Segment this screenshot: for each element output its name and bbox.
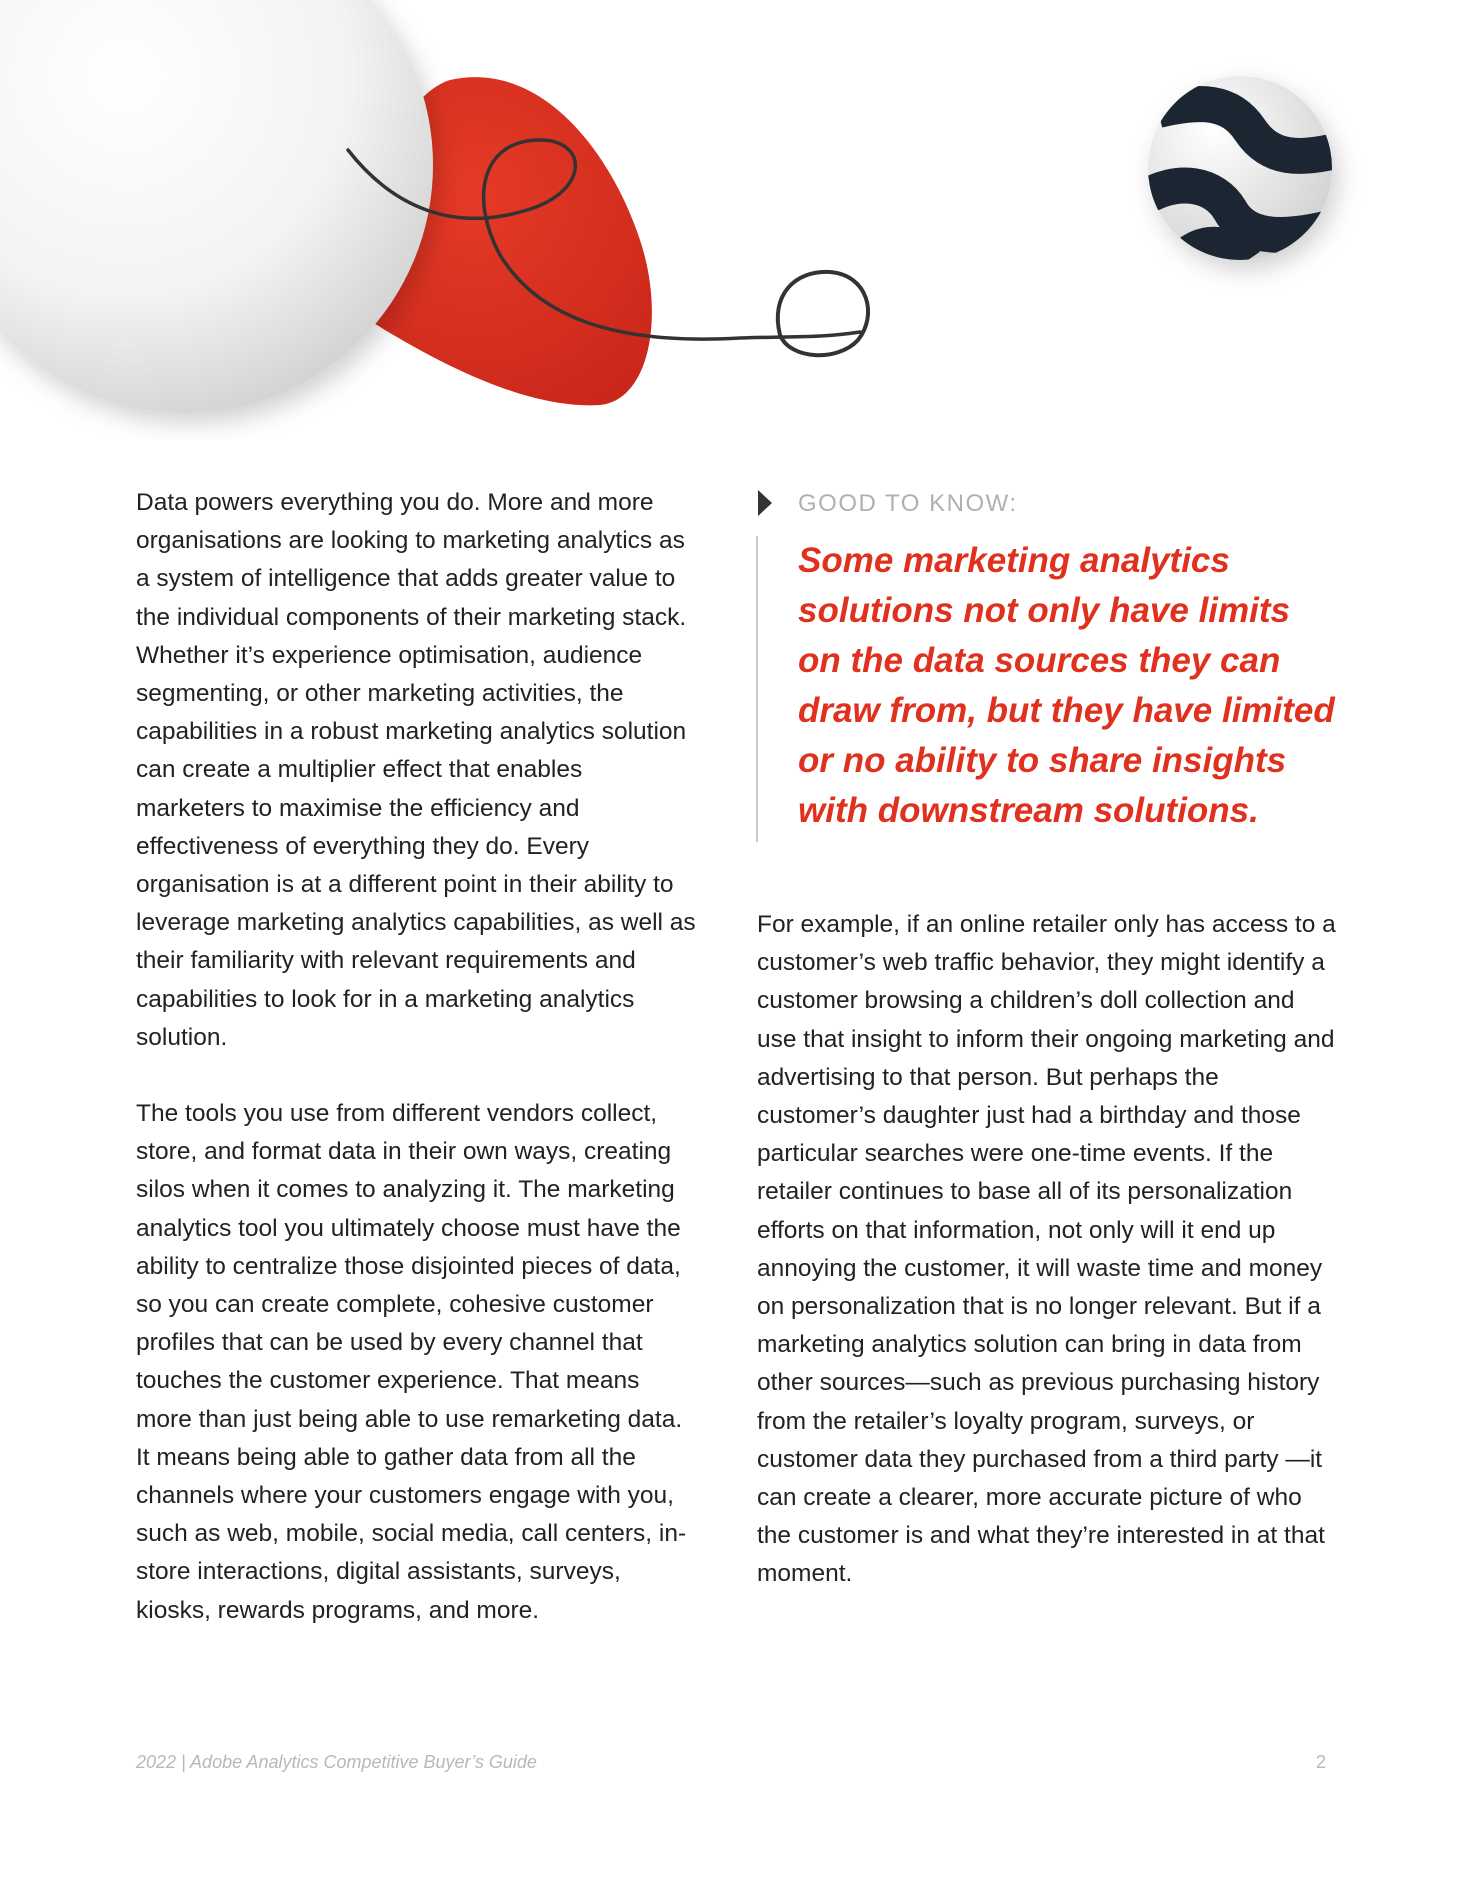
page-number: 2 — [1315, 1752, 1326, 1772]
callout-body — [756, 536, 1336, 842]
brand-mark-icon — [1140, 76, 1340, 262]
white-sphere-shape — [0, 0, 433, 413]
footer-title: 2022 | Adobe Analytics Competitive Buyer’s Guide — [136, 1752, 537, 1772]
tools-paragraph: The tools you use from different vendors collect, store, and format data in their own ways, creating silos when it comes to analyzing it. The marketing analytics tool you ultimately choose must have the ability to centralize those disjointed pieces of data, so you can create complete, cohesive customer profiles that can be used by every channel that touches the customer experience. That means more than just being able to use remarketing data. It means being able to gather data from all the channels where your customers engage with you, such as web, mobile, social media, call centers, in-store interactions, digital assistants, surveys, kiosks, rewards programs, and more. — [136, 1100, 687, 1624]
swirl-loop-shape — [778, 272, 868, 355]
callout-header — [756, 486, 1336, 526]
triangle-right-icon — [758, 490, 772, 516]
right-column — [757, 906, 1337, 1594]
intro-paragraph: Data powers everything you do. More and more organisations are looking to marketing analytics as a system of intelligence that adds greater value to the individual components of their marketing stack. Whether it’s experience optimisation, audience segmenting, or other marketing activities, the capabilities in a robust marketing analytics solution can create a multiplier effect that enables marketers to maximise the efficiency and effectiveness of everything they do. Every organisation is at a different point in their ability to leverage marketing analytics capabilities, as well as their familiarity with relevant requirements and capabilities to look for in a marketing analytics solution. — [136, 489, 696, 1051]
callout-label: GOOD TO KNOW: — [798, 490, 1018, 517]
example-paragraph: For example, if an online retailer only has access to a customer’s web traffic behavior, they might identify a customer browsing a children’s doll collection and use that insight to inform their ongoing marketing and advertising to that person. But perhaps the customer’s daughter just had a birthday and those particular searches were one-time events. If the retailer continues to base all of its personalization efforts on that information, not only will it end up annoying the customer, it will waste time and money on personalization that is no longer relevant. But if a marketing analytics solution can bring in data from other sources—such as previous purchasing history from the retailer’s loyalty program, surveys, or customer data they purchased from a third party —it can create a clearer, more accurate picture of who the customer is and what they’re interested in at that moment. — [757, 911, 1336, 1588]
good-to-know-callout — [756, 486, 1336, 842]
hero-illustration — [0, 0, 1460, 440]
left-column — [136, 484, 696, 1668]
callout-quote: Some marketing analytics solutions not only have limits on the data sources they can draw from, but they have limited or no ability to share insights with downstream solutions. — [798, 541, 1335, 830]
